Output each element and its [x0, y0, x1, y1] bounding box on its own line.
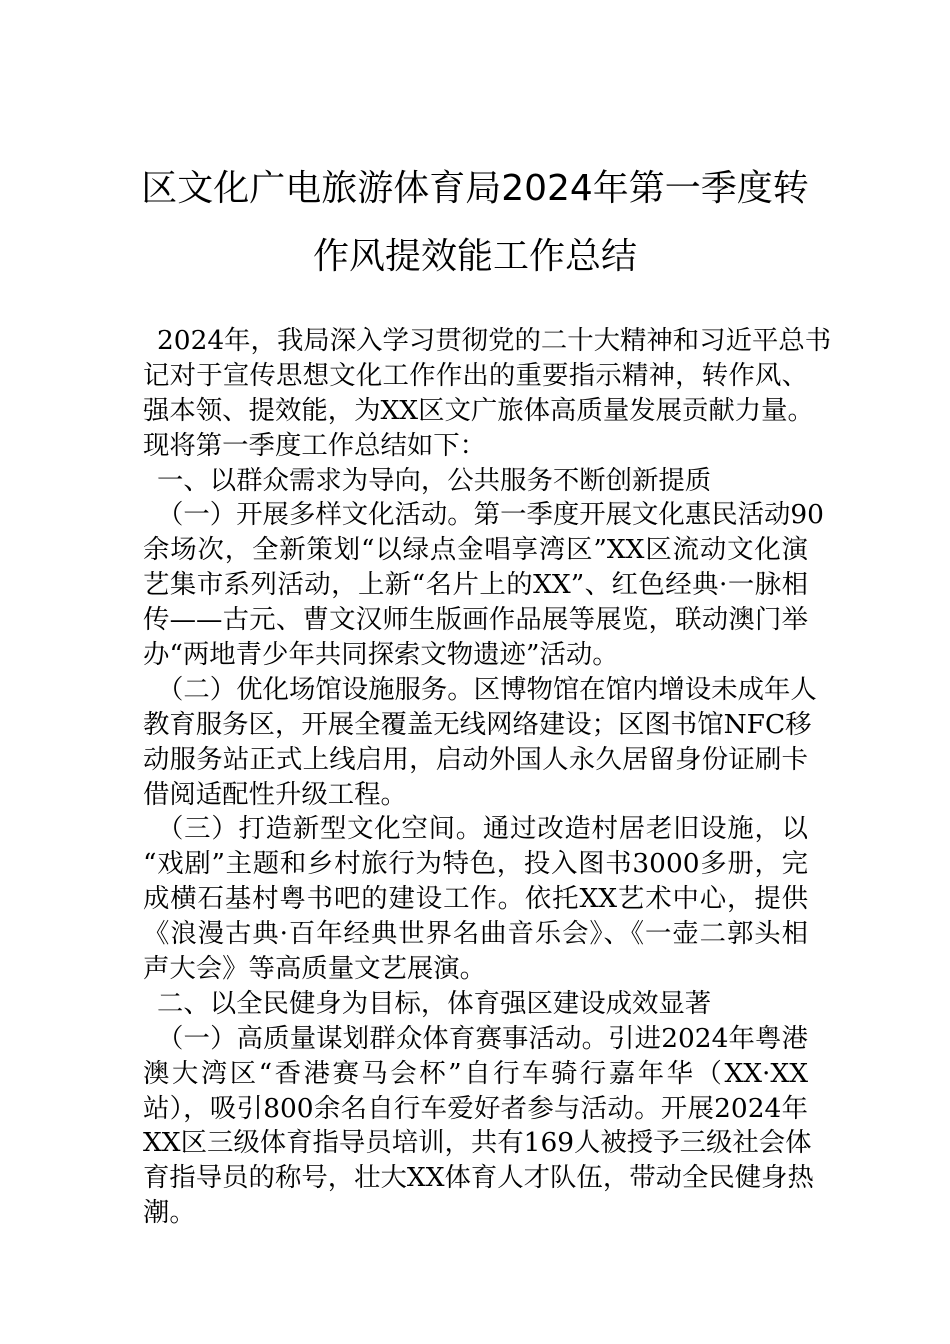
paragraph-line: 教育服务区，开展全覆盖无线网络建设；区图书馆NFC移 — [143, 708, 812, 740]
paragraph-line: 声大会》等高质量文艺展演。 — [143, 953, 487, 985]
document-title-line-1: 区文化广电旅游体育局2024年第一季度转 — [141, 168, 809, 209]
paragraph-line: 办“两地青少年共同探索文物遗迹”活动。 — [143, 639, 619, 671]
paragraph-line: 站），吸引800余名自行车爱好者参与活动。开展2024年 — [143, 1092, 808, 1124]
paragraph-line: 强本领、提效能，为XX区文广旅体高质量发展贡献力量。 — [143, 394, 814, 426]
document-body — [143, 324, 832, 1231]
paragraph-line: 成横石基村粤书吧的建设工作。依托XX艺术中心，提供 — [143, 883, 808, 915]
section-heading: 一、以群众需求为导向，公共服务不断创新提质 — [157, 464, 712, 496]
paragraph-line: 动服务站正式上线启用，启动外国人永久居留身份证刷卡 — [143, 743, 808, 775]
paragraph-line: 《浪漫古典·百年经典世界名曲音乐会》、《一壶二郭头相 — [143, 918, 808, 950]
paragraph-line: （一）高质量谋划群众体育赛事活动。引进2024年粤港 — [157, 1022, 808, 1054]
paragraph-line: 艺集市系列活动，上新“名片上的XX”、红色经典·一脉相 — [143, 569, 808, 601]
paragraph-line: XX区三级体育指导员培训，共有169人被授予三级社会体 — [143, 1127, 812, 1159]
paragraph-line: 2024年，我局深入学习贯彻党的二十大精神和习近平总书 — [157, 325, 832, 356]
paragraph-line: “戏剧”主题和乡村旅行为特色，投入图书3000多册，完 — [143, 848, 808, 880]
paragraph-line: 现将第一季度工作总结如下： — [143, 429, 487, 461]
paragraph-line: （三）打造新型文化空间。通过改造村居老旧设施，以 — [157, 813, 808, 845]
paragraph-line: 育指导员的称号，壮大XX体育人才队伍，带动全民健身热 — [143, 1162, 814, 1194]
paragraph-line: 余场次，全新策划“以绿点金唱享湾区”XX区流动文化演 — [143, 534, 808, 566]
paragraph-line: 澳大湾区“香港赛马会杯”自行车骑行嘉年华（XX·XX — [143, 1057, 808, 1089]
paragraph-line: 传——古元、曹文汉师生版画作品展等展览，联动澳门举 — [143, 604, 808, 636]
paragraph-line: （二）优化场馆设施服务。区博物馆在馆内增设未成年人 — [157, 673, 817, 705]
document-title-line-2: 作风提效能工作总结 — [312, 236, 637, 277]
paragraph-line: 记对于宣传思想文化工作作出的重要指示精神，转作风、 — [143, 359, 808, 391]
paragraph-line: （一）开展多样文化活动。第一季度开展文化惠民活动90 — [157, 499, 824, 531]
section-heading: 二、以全民健身为目标，体育强区建设成效显著 — [157, 987, 712, 1019]
paragraph-line: 借阅适配性升级工程。 — [143, 778, 407, 810]
paragraph-line: 潮。 — [143, 1197, 196, 1229]
